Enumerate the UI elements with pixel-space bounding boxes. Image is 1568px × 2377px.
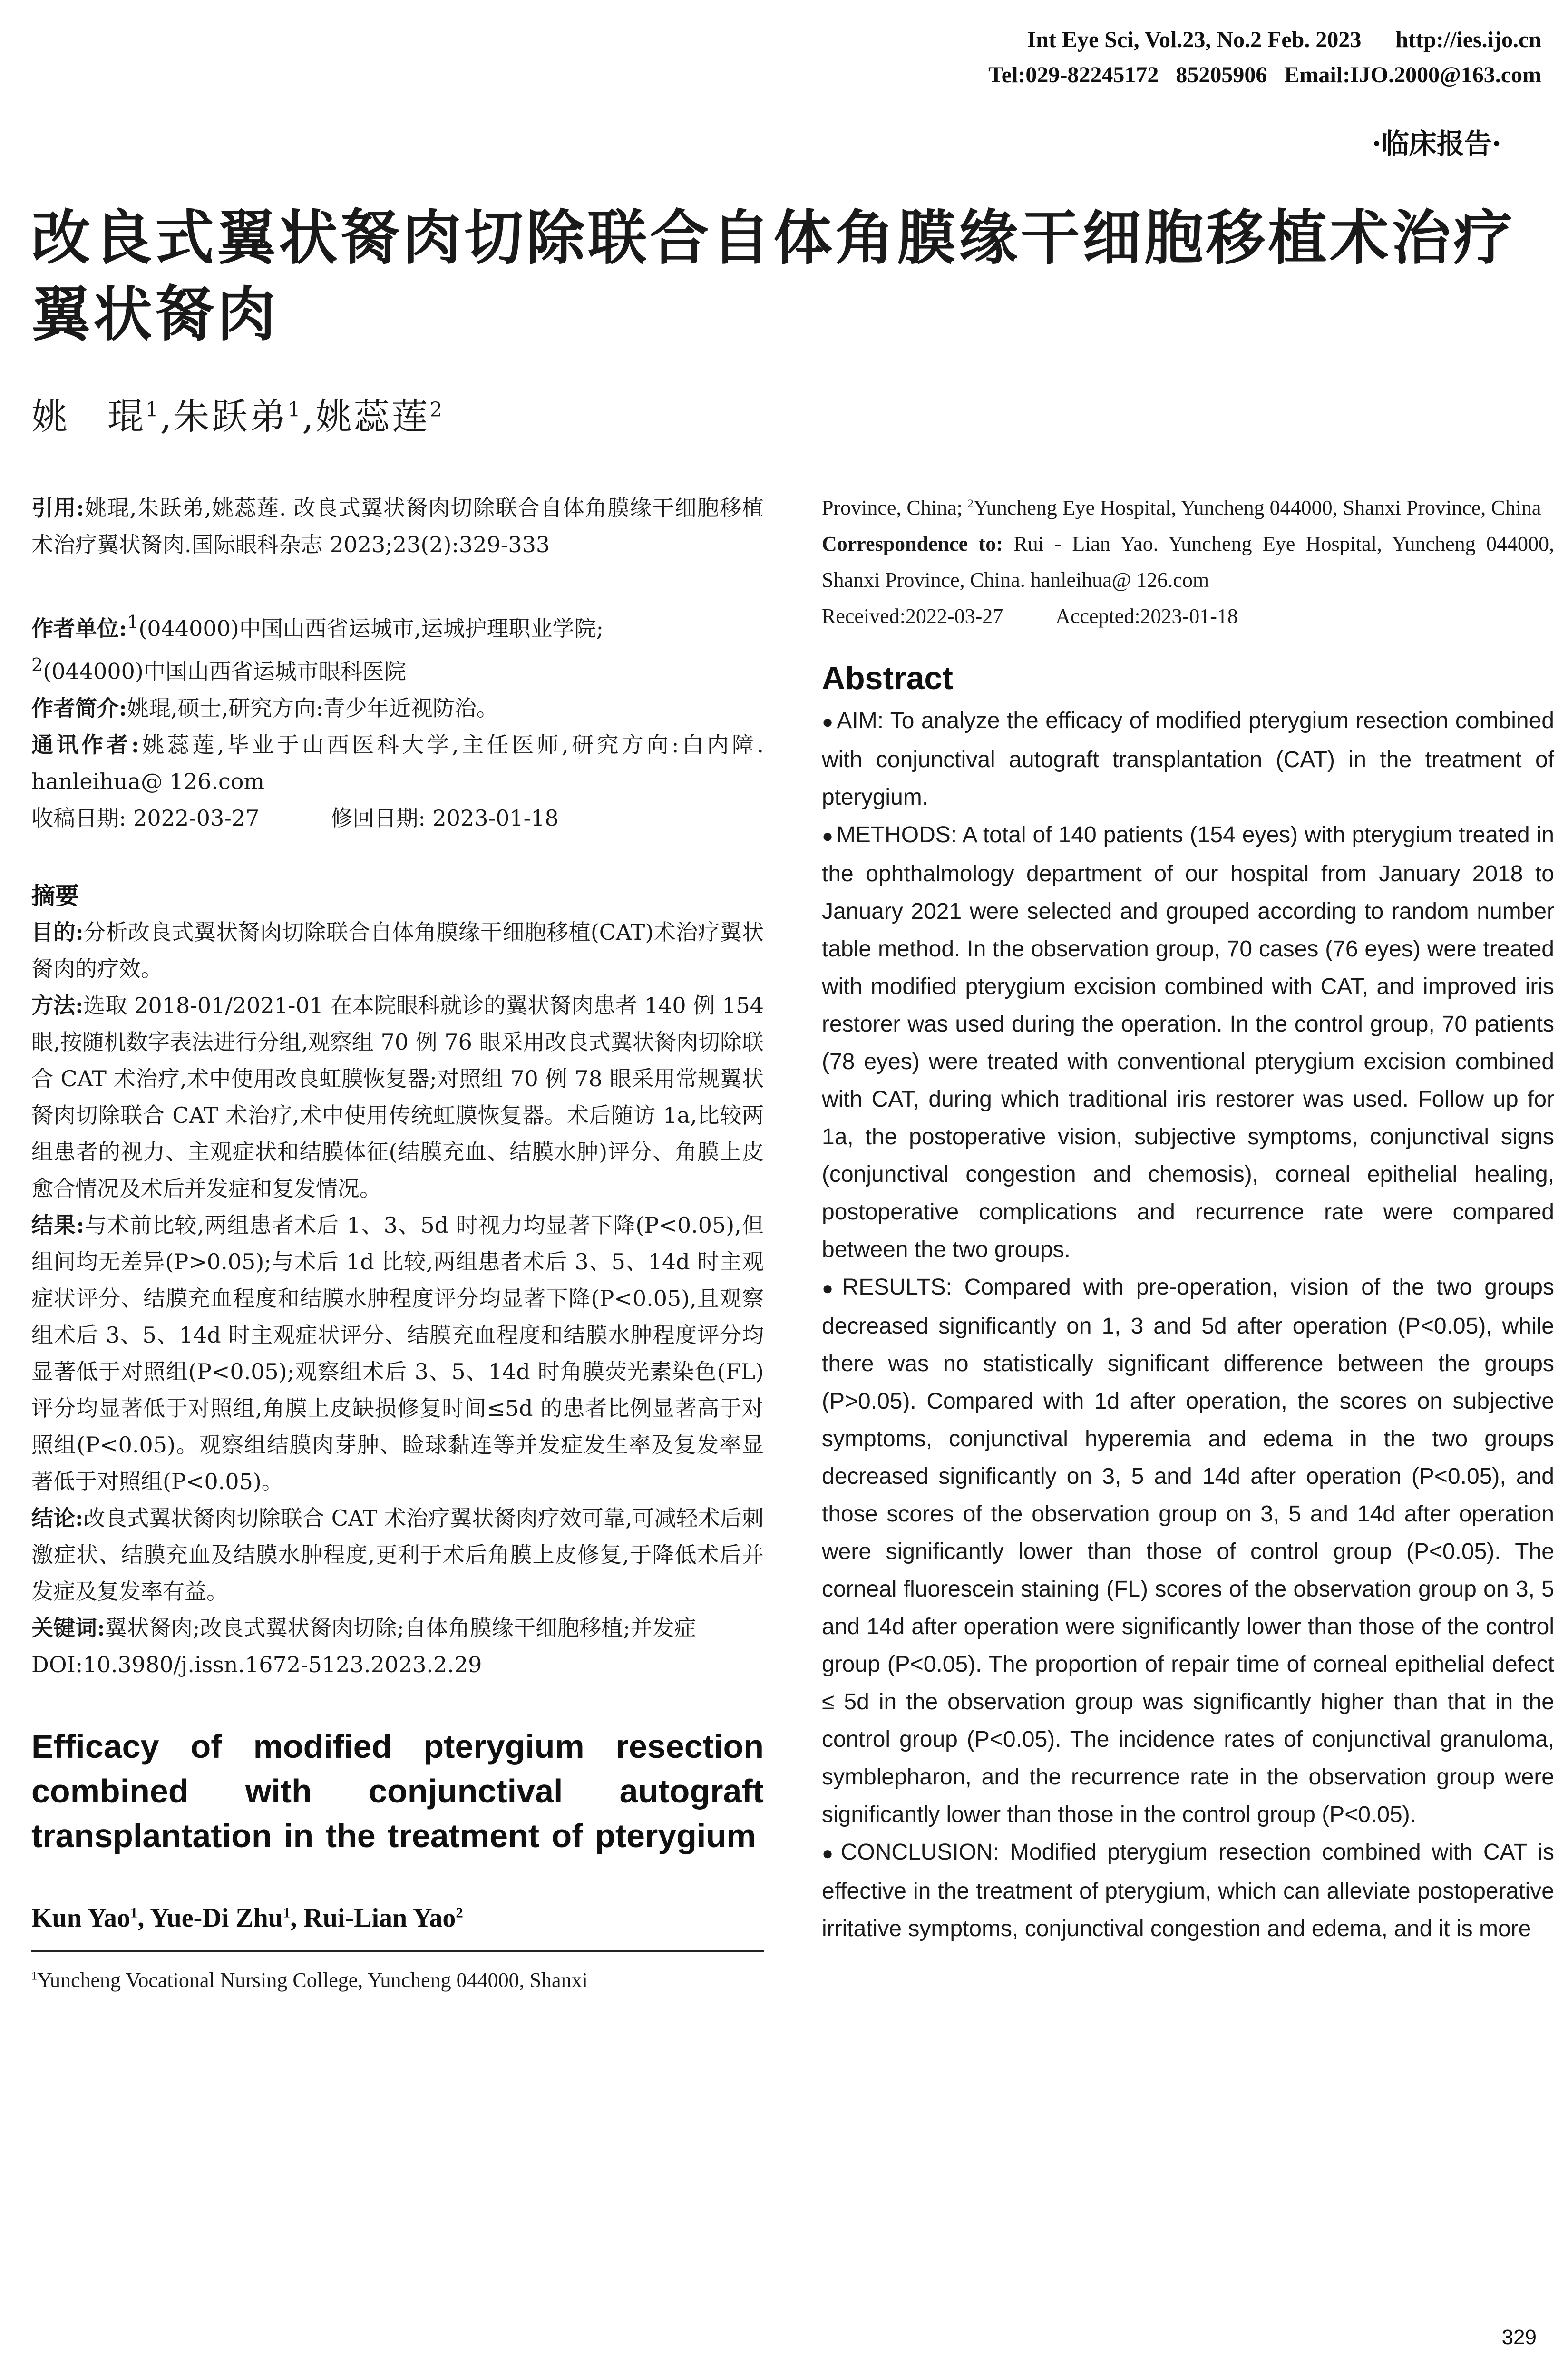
conclusion-text: 改良式翼状胬肉切除联合 CAT 术治疗翼状胬肉疗效可靠,可减轻术后刺激症状、结膜充血及结膜水肿程度,更利于术后角膜上皮修复,于降低术后并发症及复发率有益。	[31, 1505, 764, 1604]
citation	[31, 490, 764, 563]
aim-label-en: AIM:	[837, 708, 884, 733]
citation-text: 姚琨,朱跃弟,姚蕊莲. 改良式翼状胬肉切除联合自体角膜缘干细胞移植术治疗翼状胬肉.国际眼科杂志 2023;23(2):329-333	[31, 495, 764, 557]
author-name-en: Rui-Lian Yao	[303, 1903, 456, 1933]
revised-date: 修回日期: 2023-01-18	[331, 805, 559, 831]
corresponding-author-zh	[31, 727, 764, 800]
bullet-icon: ●	[822, 1843, 838, 1864]
article-title-en: Efficacy of modified pterygium resection combined with conjunctival autograft transplantation in the treatment of pterygium	[31, 1727, 764, 1854]
aim-text: 分析改良式翼状胬肉切除联合自体角膜缘干细胞移植(CAT)术治疗翼状胬肉的疗效。	[31, 919, 764, 982]
bullet-icon: ●	[822, 1278, 839, 1299]
author-affiliation-marker: 1	[287, 398, 302, 421]
correspondence-text: 姚蕊莲,毕业于山西医科大学,主任医师,研究方向:白内障. hanleihua@ 126.com	[31, 731, 764, 794]
abstract-methods-zh	[31, 987, 764, 1207]
correspondence-label: 通讯作者:	[31, 731, 139, 758]
affiliation-en-text: Yuncheng Vocational Nursing College, Yuncheng 044000, Shanxi	[37, 1968, 588, 1992]
abstract-conclusion-zh	[31, 1500, 764, 1610]
conclusion-label: 结论:	[31, 1505, 84, 1531]
conclusion-label-en: CONCLUSION:	[840, 1840, 1000, 1865]
accepted-date-en: Accepted:2023-01-18	[1055, 604, 1238, 628]
affiliation-en	[31, 1962, 764, 1998]
left-column	[31, 490, 764, 1998]
affiliation-label: 作者单位:	[31, 615, 127, 642]
abstract-results-zh	[31, 1207, 764, 1500]
results-text: 与术前比较,两组患者术后 1、3、5d 时视力均显著下降(P<0.05),但组间均无差异(P>0.05);与术后 1d 比较,两组患者术后 3、5、14d 时主观症状评分、结膜充血程度和结膜水肿程度评分均显著下降(P<0.05),且观察组术后 3、5、14d 时主观症状评分、结膜充血程度和结膜水肿程度评分均显著低于对照组(P<0.05);观察组术后 3、5、14d 时角膜荧光素染色(FL)评分均显著低于对照组,角膜上皮缺损修复时间≤5d 的患者比例显著高于对照组(P<0.05)。观察组结膜肉芽肿、睑球黏连等并发症发生率及复发率显著低于对照组(P<0.05)。	[31, 1212, 764, 1494]
journal-header-contact: Tel:029-82245172 85205906 Email:IJO.2000@163.com	[988, 62, 1541, 88]
methods-text-en: A total of 140 patients (154 eyes) with pterygium treated in the ophthalmology department of our hospital from January 2018 to January 2021 were selected and grouped according to random number table method. In the observation group, 70 cases (76 eyes) were treated with modified pterygium excision combined with CAT, and improved iris restorer was used during the operation. In the control group, 70 patients (78 eyes) were treated with conventional pterygium excision combined with CAT, during which traditional iris restorer was used. Follow up for 1a, the postoperative vision, subjective symptoms, conjunctival signs (conjunctival congestion and chemosis), corneal epithelial healing, postoperative complications and recurrence rate were compared between the two groups.	[822, 822, 1554, 1262]
bio-text: 姚琨,硕士,研究方向:青少年近视防治。	[127, 695, 498, 721]
affiliation-text: (044000)中国山西省运城市,运城护理职业学院;	[138, 615, 604, 642]
methods-text: 选取 2018-01/2021-01 在本院眼科就诊的翼状胬肉患者 140 例 154 眼,按随机数字表法进行分组,观察组 70 例 76 眼采用改良式翼状胬肉切除联合 CAT 术治疗,术中使用改良虹膜恢复器;对照组 70 例 78 眼采用常规翼状胬肉切除联合 CAT 术治疗,术中使用传统虹膜恢复器。术后随访 1a,比较两组患者的视力、主观症状和结膜体征(结膜充血、结膜水肿)评分、角膜上皮愈合情况及术后并发症和复发情况。	[31, 992, 764, 1201]
author-separator: ,	[137, 1903, 150, 1933]
citation-label: 引用:	[31, 495, 85, 521]
aim-label: 目的:	[31, 919, 84, 945]
author-affiliation-marker: 1	[130, 1904, 138, 1920]
bullet-icon: ●	[822, 826, 834, 847]
correspondence-en-text: Rui - Lian Yao. Yuncheng Eye Hospital, Yuncheng 044000, Shanxi Province, China. hanleihua@ 126.com	[822, 532, 1555, 592]
correspondence-en-label: Correspondence to:	[822, 532, 1003, 555]
author-name-en: Yue-Di Zhu	[150, 1903, 283, 1933]
bullet-icon: ●	[822, 711, 834, 732]
author-affiliation-zh	[31, 604, 764, 690]
affiliation-marker: 1	[31, 1969, 38, 1982]
page-number: 329	[1501, 2326, 1537, 2349]
author-list-zh	[31, 388, 444, 439]
dates-zh	[31, 800, 764, 837]
author-name-en: Kun Yao	[31, 1903, 131, 1933]
author-affiliation-marker: 2	[429, 398, 445, 421]
author-name: 姚蕊莲	[315, 395, 430, 438]
methods-label: 方法:	[31, 992, 84, 1018]
affiliation-marker: 2	[31, 654, 43, 676]
results-label-en: RESULTS:	[842, 1275, 952, 1300]
affiliation-marker: 2	[967, 497, 974, 510]
abstract-methods-en	[822, 816, 1554, 1268]
author-separator: ,	[160, 395, 174, 438]
bio-label: 作者简介:	[31, 695, 127, 721]
correspondence-en	[822, 526, 1554, 598]
keywords	[31, 1610, 764, 1646]
author-separator: ,	[302, 395, 316, 438]
abstract-aim-en	[822, 702, 1554, 816]
abstract-conclusion-en	[822, 1833, 1554, 1948]
aim-text-en: To analyze the efficacy of modified pterygium resection combined with conjunctival autograft transplantation (CAT) in the treatment of pterygium.	[822, 708, 1555, 810]
abstract-aim-zh	[31, 914, 764, 987]
footnote-divider	[31, 1950, 764, 1952]
author-affiliation-marker: 1	[282, 1904, 291, 1920]
affiliation-en-text: Yuncheng Eye Hospital, Yuncheng 044000, Shanxi Province, China	[973, 496, 1541, 519]
received-date: 收稿日期: 2022-03-27	[31, 805, 260, 831]
author-list-en	[31, 1899, 764, 1937]
author-separator: ,	[290, 1903, 304, 1933]
doi: DOI:10.3980/j.issn.1672-5123.2023.2.29	[31, 1651, 482, 1677]
abstract-heading-zh: 摘要	[31, 881, 79, 910]
journal-header-citation: Int Eye Sci, Vol.23, No.2 Feb. 2023 http://ies.ijo.cn	[1027, 27, 1541, 52]
keywords-text: 翼状胬肉;改良式翼状胬肉切除;自体角膜缘干细胞移植;并发症	[105, 1615, 696, 1641]
author-affiliation-marker: 2	[456, 1904, 463, 1920]
abstract-heading-en: Abstract	[822, 660, 953, 696]
affiliation-text: (044000)中国山西省运城市眼科医院	[43, 658, 406, 684]
author-affiliation-marker: 1	[146, 398, 160, 421]
affiliation-en-text: Province, China;	[822, 496, 968, 519]
affiliation-en-continued	[822, 490, 1554, 526]
methods-label-en: METHODS:	[836, 822, 957, 848]
received-date-en: Received:2022-03-27	[822, 604, 1003, 628]
section-label: ·临床报告·	[1372, 127, 1501, 160]
results-label: 结果:	[31, 1212, 85, 1238]
author-bio	[31, 690, 764, 727]
author-name: 朱跃弟	[173, 395, 288, 438]
dates-en	[822, 598, 1554, 634]
article-title-zh: 改良式翼状胬肉切除联合自体角膜缘干细胞移植术治疗翼状胬肉	[31, 204, 1516, 350]
right-column	[822, 490, 1554, 1948]
author-name: 姚 琨	[31, 395, 146, 438]
abstract-results-en	[822, 1268, 1554, 1833]
results-text-en: Compared with pre-operation, vision of the two groups decreased significantly on 1, 3 and 5d after operation (P<0.05), while there was no statistically significant difference between the groups (P>0.05). Compared with 1d after operation, the scores on subjective symptoms, conjunctival hyperemia and edema in the two groups decreased significantly on 3, 5 and 14d after operation (P<0.05), and those scores of the observation group on 3, 5 and 14d after operation were significantly lower than those of control group (P<0.05). The corneal fluorescein staining (FL) scores of the observation group on 3, 5 and 14d after operation were significantly lower than those of the control group (P<0.05). The proportion of repair time of corneal epithelial defect ≤ 5d in the observation group was significantly higher than that in the control group (P<0.05). The incidence rates of conjunctival granuloma, symblepharon, and the recurrence rate in the observation group were significantly lower than those in the control group (P<0.05).	[822, 1275, 1554, 1827]
affiliation-marker: 1	[127, 612, 139, 633]
keywords-label: 关键词:	[31, 1615, 105, 1641]
conclusion-text-en: Modified pterygium resection combined with CAT is effective in the treatment of pterygium, which can alleviate postoperative irritative symptoms, conjunctival congestion and edema, and it is more	[822, 1840, 1554, 1941]
